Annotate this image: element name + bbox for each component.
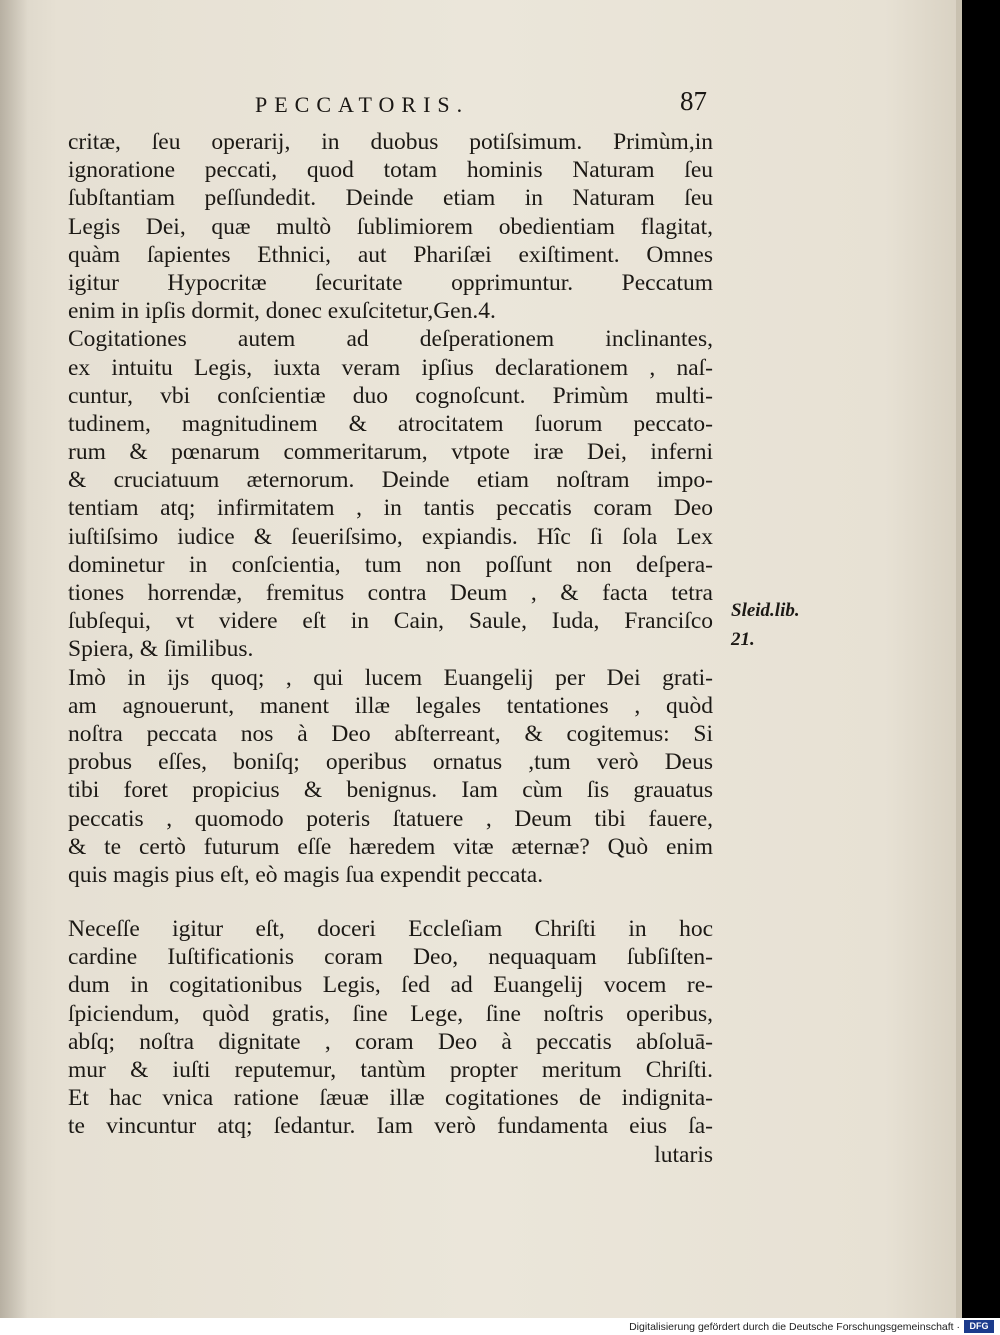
text-block bbox=[68, 128, 713, 1169]
text-line: & te certò futurum eſſe hæredem vitæ æternæ? Quò enim bbox=[68, 833, 713, 860]
text-line: dum in cogitationibus Legis, ſed ad Euangelij vocem re- bbox=[68, 972, 713, 999]
text-line: ſubſtantiam peſſundedit. Deinde etiam in Naturam ſeu bbox=[68, 185, 713, 212]
text-line: Imò in ijs quoq; , qui lucem Euangelij per Dei grati- bbox=[68, 664, 713, 691]
text-line: tudinem, magnitudinem & atrocitatem ſuorum peccato- bbox=[68, 410, 713, 437]
text-line: cuntur, vbi conſcientiæ duo cognoſcunt. Primùm multi- bbox=[68, 382, 713, 409]
margin-note-line: Sleid.lib. bbox=[731, 600, 800, 621]
text-line: te vincuntur atq; ſedantur. Iam verò fundamenta eius ſa- bbox=[68, 1113, 713, 1140]
text-line: probus eſſes, boniſq; operibus ornatus ,tum verò Deus bbox=[68, 749, 713, 776]
text-line: & cruciatuum æternorum. Deinde etiam noſtram impo- bbox=[68, 467, 713, 494]
text-line: noſtra peccata nos à Deo abſterreant, & cogitemus: Si bbox=[68, 720, 713, 747]
text-line: critæ, ſeu operarij, in duobus potiſsimum. Primùm,in bbox=[68, 129, 713, 155]
text-line: mur & iuſti reputemur, tantùm propter meritum Chriſti. bbox=[68, 1057, 713, 1083]
text-line: Legis Dei, quæ multò ſublimiorem obedientiam flagitat, bbox=[68, 213, 713, 240]
page-gutter-shadow bbox=[0, 0, 28, 1318]
running-head: PECCATORIS. bbox=[255, 92, 470, 117]
text-line: iuſtiſsimo iudice & ſeueriſsimo, expiandis. Hîc ſi ſola Lex bbox=[68, 523, 713, 550]
page-number: 87 bbox=[680, 86, 707, 116]
text-line: Spiera, & ſimilibus. bbox=[68, 636, 254, 663]
footer-credit: Digitalisierung gefördert durch die Deutsche Forschungsgemeinschaft · bbox=[629, 1321, 960, 1333]
text-line: quàm ſapientes Ethnici, aut Phariſæi exiſtiment. Omnes bbox=[68, 241, 713, 268]
text-line: ignoratione peccati, quod totam hominis Naturam ſeu bbox=[68, 157, 713, 184]
text-line: Cogitationes autem ad deſperationem inclinantes, bbox=[68, 326, 713, 353]
paragraph bbox=[68, 664, 713, 890]
text-line: am agnouerunt, manent illæ legales tentationes , quòd bbox=[68, 692, 713, 719]
catchword: lutaris bbox=[654, 1141, 713, 1168]
text-line: tibi foret propicius & benignus. Iam cùm ſis grauatus bbox=[68, 777, 713, 804]
text-line: igitur Hypocritæ ſecuritate opprimuntur. Peccatum bbox=[68, 269, 713, 296]
paragraph-gap bbox=[68, 889, 713, 915]
text-line: peccatis , quomodo poteris ſtatuere , Deum tibi fauere, bbox=[68, 805, 713, 832]
text-line: ſpiciendum, quòd gratis, ſine Lege, ſine noſtris operibus, bbox=[68, 1000, 713, 1027]
text-line: ſubſequi, vt videre eſt in Cain, Saule, Iuda, Franciſco bbox=[68, 608, 713, 635]
text-line: dominetur in conſcientia, tum non poſſunt non deſpera- bbox=[68, 551, 713, 578]
text-line: abſq; noſtra dignitate , coram Deo à peccatis abſoluā- bbox=[68, 1028, 713, 1055]
text-line: Et hac vnica ratione ſæuæ illæ cogitationes de indignita- bbox=[68, 1085, 713, 1112]
paragraph bbox=[68, 325, 713, 663]
text-line: cardine Iuſtificationis coram Deo, nequaquam ſubſiſten- bbox=[68, 944, 713, 971]
text-line: quis magis pius eſt, eò magis ſua expendit peccata. bbox=[68, 861, 544, 888]
paragraph bbox=[68, 915, 713, 1169]
text-line: tiones horrendæ, fremitus contra Deum , & facta tetra bbox=[68, 580, 713, 606]
text-line: Neceſſe igitur eſt, doceri Eccleſiam Chriſti in hoc bbox=[68, 916, 713, 943]
text-line: rum & pœnarum commeritarum, vtpote iræ Dei, inferni bbox=[68, 439, 713, 466]
margin-note bbox=[731, 596, 800, 654]
text-line: ex intuitu Legis, iuxta veram ipſius declarationem , naſ- bbox=[68, 354, 713, 381]
text-line: tentiam atq; infirmitatem , in tantis peccatis coram Deo bbox=[68, 495, 713, 522]
page-edge bbox=[956, 0, 962, 1318]
paragraph bbox=[68, 128, 713, 325]
text-line: enim in ipſis dormit, donec exuſcitetur,Gen.4. bbox=[68, 298, 496, 325]
margin-note-line: 21. bbox=[731, 629, 755, 650]
dfg-logo-icon: DFG bbox=[964, 1320, 994, 1333]
